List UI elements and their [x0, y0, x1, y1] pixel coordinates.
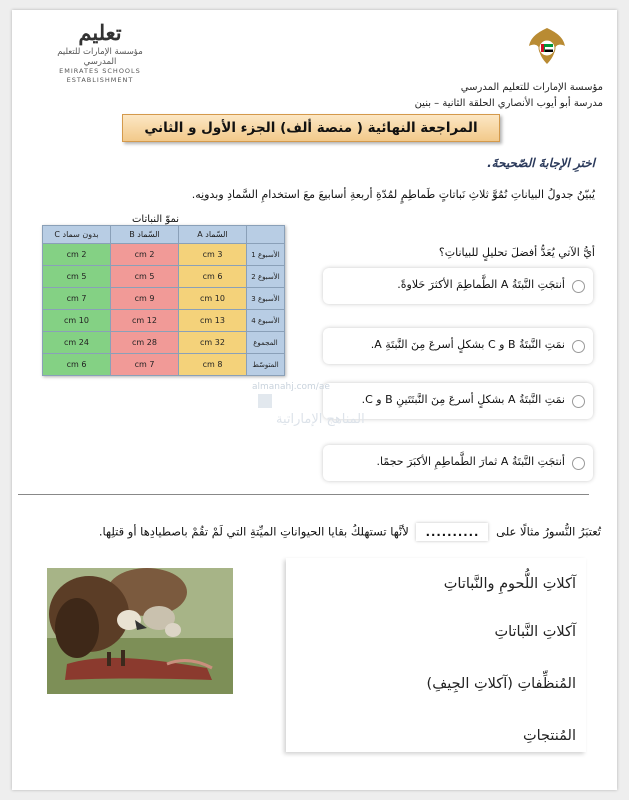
table-row — [43, 354, 285, 376]
table-title: نموّ النباتات — [132, 214, 180, 225]
school-name: مدرسة أبو أيوب الأنصاري الحلقة الثانية – بنين — [414, 98, 603, 109]
subquestion-text: أيُّ الآتي يُعَدُّ أفضلَ تحليلٍ للبياناتِ؟ — [438, 246, 595, 259]
logo-english-1: EMIRATES SCHOOLS — [59, 67, 141, 75]
cell-c: 10 cm — [43, 310, 111, 332]
row-label: المجموع — [247, 332, 285, 354]
answer-option[interactable] — [323, 268, 593, 304]
choices-panel — [286, 558, 586, 752]
radio-button[interactable] — [572, 457, 585, 470]
row-label: المتوسّط — [247, 354, 285, 376]
cell-b: 5 cm — [111, 266, 179, 288]
table-header — [247, 226, 285, 244]
page-title: المراجعة النهائية ( منصة ألف) الجزء الأول و الثاني — [122, 114, 500, 142]
cell-a: 13 cm — [179, 310, 247, 332]
question-part-2: لأنَّها تستهلكُ بقايا الحيواناتِ الميِّتةِ التي لَمْ تقُمْ باصطيادِها أو قتلِها. — [98, 524, 409, 539]
cell-c: 2 cm — [43, 244, 111, 266]
table-header: السّماد A — [179, 226, 247, 244]
watermark-label: المناهج الإماراتية — [276, 412, 365, 427]
cell-b: 2 cm — [111, 244, 179, 266]
option-label: نمَتِ النَّبتَةُ B و C بشكلٍ أسرعَ مِنَ النَّبتَةِ A. — [370, 338, 565, 351]
table-row — [43, 332, 285, 354]
instruction: اخترِ الإجابةَ الصّحيحةَ. — [487, 156, 595, 170]
cell-b: 12 cm — [111, 310, 179, 332]
table-row — [43, 288, 285, 310]
cell-b: 7 cm — [111, 354, 179, 376]
choice-item[interactable]: المُنظِّفاتِ (آكلاتِ الجِيفِ) — [426, 676, 576, 692]
cell-c: 5 cm — [43, 266, 111, 288]
option-label: أنتجَتِ النَّبتَةُ A ثمارَ الطَّماطِمِ الأكبَرَ حجمًا. — [376, 455, 565, 468]
radio-button[interactable] — [572, 340, 585, 353]
table-header: السّماد B — [111, 226, 179, 244]
watermark-logo-icon — [258, 394, 272, 408]
cell-c: 6 cm — [43, 354, 111, 376]
org-name: مؤسسة الإمارات للتعليم المدرسي — [460, 82, 603, 93]
answer-option[interactable] — [323, 328, 593, 364]
cell-a: 8 cm — [179, 354, 247, 376]
growth-table — [42, 225, 285, 376]
option-label: نمَتِ النَّبتَةُ A بشكلٍ أسرعَ مِنَ النَّبتَتَينِ B و C. — [361, 393, 565, 406]
cell-a: 10 cm — [179, 288, 247, 310]
row-label: الأسبوع 2 — [247, 266, 285, 288]
cell-a: 6 cm — [179, 266, 247, 288]
cell-b: 28 cm — [111, 332, 179, 354]
question-text: يُبيّنُ جدولُ البياناتِ نُمُوَّ ثلاثِ نَباتاتٍ طَماطِمٍ لمُدّةِ أربعةِ أسابيعَ معَ استخدامِ السَّمادِ وبدونِه. — [191, 188, 595, 201]
row-label: الأسبوع 3 — [247, 288, 285, 310]
cell-b: 9 cm — [111, 288, 179, 310]
worksheet-page — [12, 10, 617, 790]
cell-a: 3 cm — [179, 244, 247, 266]
table-row — [43, 244, 285, 266]
section-divider — [18, 494, 589, 495]
answer-blank[interactable]: .......... — [416, 523, 488, 541]
option-label: أنتجَتِ النَّبتَةُ A الطَّماطِمَ الأكثرَ حَلاوةً. — [397, 278, 565, 291]
vulture-question — [99, 523, 601, 541]
watermark-url: almanahj.com/ae — [252, 382, 330, 392]
vultures-photo — [47, 568, 233, 694]
table-header: بدون سماد C — [43, 226, 111, 244]
table-header-row — [43, 226, 285, 244]
cell-c: 24 cm — [43, 332, 111, 354]
answer-option[interactable] — [323, 445, 593, 481]
choice-item[interactable]: المُنتجاتِ — [522, 728, 576, 744]
uae-emblem-icon — [525, 24, 569, 68]
choice-item[interactable]: آكلاتِ النَّباتاتِ — [494, 624, 576, 640]
logo-arabic: مؤسسة الإمارات للتعليم المدرسي — [57, 47, 143, 67]
radio-button[interactable] — [572, 280, 585, 293]
table-row — [43, 310, 285, 332]
question-part-1: تُعتبَرُ النُّسورُ مثالًا على — [496, 524, 601, 539]
cell-c: 7 cm — [43, 288, 111, 310]
school-header — [415, 80, 603, 112]
choice-item[interactable]: آكلاتِ اللُّحومِ والنَّباتاتِ — [443, 576, 576, 592]
row-label: الأسبوع 1 — [247, 244, 285, 266]
table-row — [43, 266, 285, 288]
row-label: الأسبوع 4 — [247, 310, 285, 332]
logo-english-2: ESTABLISHMENT — [66, 76, 134, 84]
ese-logo — [40, 20, 160, 85]
radio-button[interactable] — [572, 395, 585, 408]
logo-word: تعليم — [78, 20, 122, 45]
cell-a: 32 cm — [179, 332, 247, 354]
